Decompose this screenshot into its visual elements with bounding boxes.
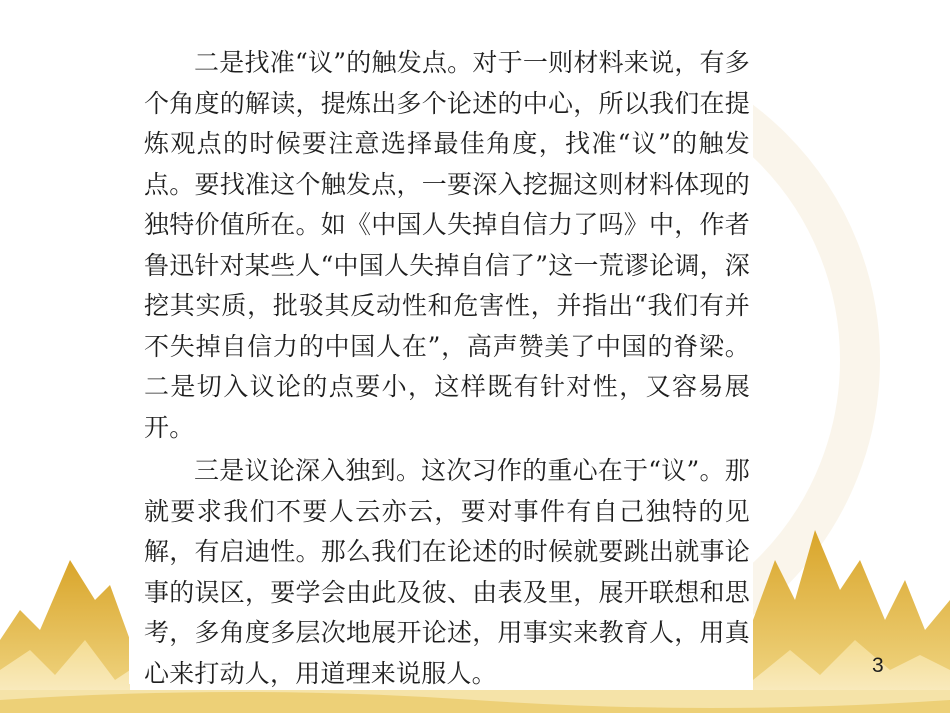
paragraph-1: 二是找准“议”的触发点。对于一则材料来说，有多个角度的解读，提炼出多个论述的中心，所以我们在提炼观点的时候要注意选择最佳角度，找准“议”的触发点。要找准这个触发点，一要深入挖掘这则材料体现的独特价值所在。如《中国人失掉自信力了吗》中，作者鲁迅针对某些人“中国人失掉自信了”这一荒谬论调，深挖其实质，批驳其反动性和危害性，并指出“我们有并不失掉自信力的中国人在”，高声赞美了中国的脊梁。二是切入议论的点要小，这样既有针对性，又容易展开。 xyxy=(144,48,750,442)
page-number: 3 xyxy=(872,654,884,677)
paragraph-2: 三是议论深入独到。这次习作的重心在于“议”。那就要求我们不要人云亦云，要对事件有自己独特的见解，有启迪性。那么我们在论述的时候就要跳出就事论事的误区，要学会由此及彼、由表及里，展开联想和思考，多角度多层次地展开论述，用事实来教育人，用真心来打动人，用道理来说服人。 xyxy=(144,456,750,688)
